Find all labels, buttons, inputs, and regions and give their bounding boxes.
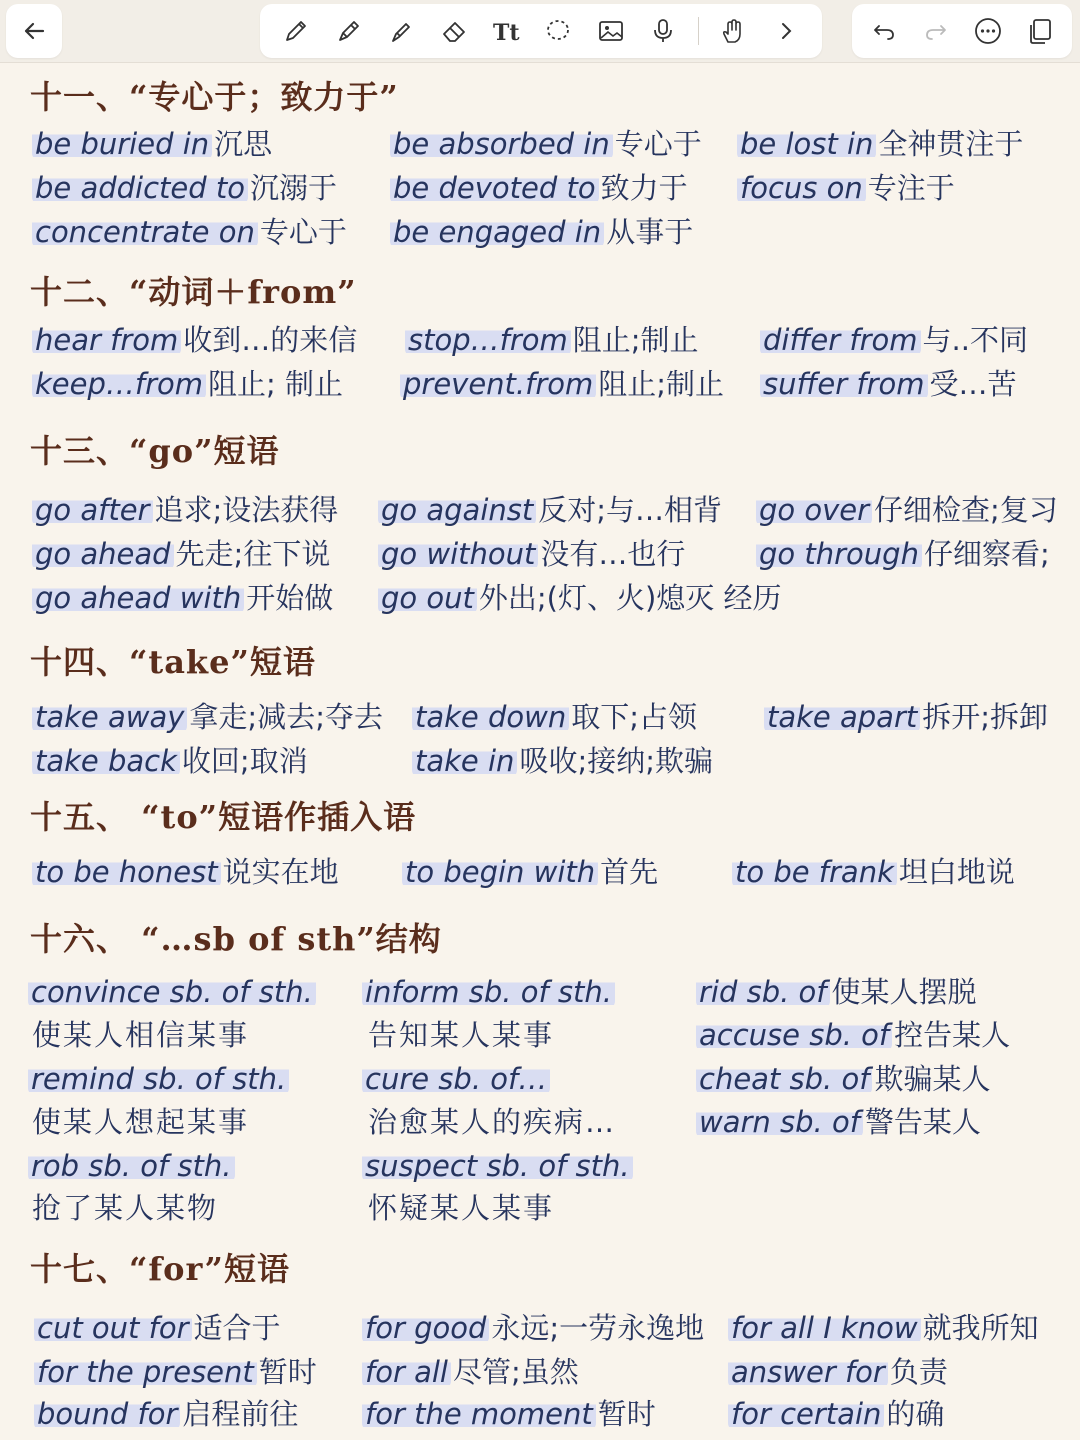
more-tools-button[interactable] bbox=[768, 13, 804, 49]
phrase-item: go over 仔细检查;复习 bbox=[756, 490, 1058, 530]
phrase-item: rid sb. of 使某人摆脱 bbox=[696, 972, 977, 1012]
phrase-item: for good 永远;一劳永逸地 bbox=[362, 1308, 704, 1348]
phrase-item: take down 取下;占领 bbox=[412, 697, 697, 737]
eraser-icon bbox=[439, 16, 469, 46]
tool-palette bbox=[260, 4, 822, 58]
hand-tool-button[interactable] bbox=[715, 13, 751, 49]
marker-tool-button[interactable] bbox=[331, 13, 367, 49]
microphone-tool-button[interactable] bbox=[645, 13, 681, 49]
eraser-tool-button[interactable] bbox=[436, 13, 472, 49]
phrase-row bbox=[0, 1015, 1080, 1055]
phrase-item: rob sb. of sth. bbox=[28, 1146, 237, 1186]
phrase-row bbox=[0, 578, 1080, 618]
action-group bbox=[852, 4, 1072, 58]
image-tool-button[interactable] bbox=[593, 13, 629, 49]
phrase-row bbox=[0, 741, 1080, 781]
phrase-row bbox=[0, 852, 1080, 892]
section-title: 十一、“专心于；致力于” bbox=[30, 78, 399, 116]
phrase-item: suffer from 受…苦 bbox=[760, 364, 1017, 404]
phrase-row bbox=[0, 490, 1080, 530]
phrase-row bbox=[0, 1394, 1080, 1434]
lasso-tool-button[interactable] bbox=[540, 13, 576, 49]
phrase-meaning: 治愈某人的疾病… bbox=[368, 1105, 617, 1139]
phrase-item: remind sb. of sth. bbox=[28, 1059, 291, 1099]
back-button[interactable] bbox=[16, 13, 52, 49]
phrase-item: accuse sb. of 控告某人 bbox=[696, 1015, 1010, 1055]
phrase-row bbox=[0, 534, 1080, 574]
phrase-item: warn sb. of 警告某人 bbox=[696, 1102, 981, 1142]
phrase-row bbox=[0, 1146, 1080, 1186]
pen-icon bbox=[281, 16, 311, 46]
phrase-item: to be honest 说实在地 bbox=[32, 852, 339, 892]
phrase-item: convince sb. of sth. bbox=[28, 972, 318, 1012]
hand-icon bbox=[718, 16, 748, 46]
phrase-item: go ahead 先走;往下说 bbox=[32, 534, 330, 574]
phrase-row bbox=[0, 1102, 1080, 1142]
phrase-item: to begin with 首先 bbox=[402, 852, 658, 892]
note-page[interactable] bbox=[0, 62, 1080, 1440]
image-icon bbox=[596, 16, 626, 46]
phrase-item: for certain 的确 bbox=[728, 1394, 944, 1434]
phrase-row bbox=[0, 697, 1080, 737]
phrase-meaning: 使某人相信某事 bbox=[32, 1018, 250, 1052]
phrase-item: take away 拿走;减去;夺去 bbox=[32, 697, 383, 737]
top-toolbar bbox=[0, 0, 1080, 63]
phrase-item: focus on 专注于 bbox=[737, 168, 955, 208]
phrase-item: cure sb. of… bbox=[362, 1059, 552, 1099]
text-tool-icon bbox=[491, 16, 521, 46]
pages-icon bbox=[1025, 16, 1055, 46]
phrase-item: take in 吸收;接纳;欺骗 bbox=[412, 741, 713, 781]
redo-button[interactable] bbox=[918, 13, 954, 49]
chevron-right-icon bbox=[771, 16, 801, 46]
phrase-row bbox=[0, 1308, 1080, 1348]
phrase-item: be devoted to 致力于 bbox=[390, 168, 688, 208]
more-button[interactable] bbox=[970, 13, 1006, 49]
phrase-row bbox=[0, 168, 1080, 208]
section-title: 十七、“for”短语 bbox=[30, 1250, 290, 1288]
section-title: 十三、“go”短语 bbox=[30, 432, 280, 470]
more-icon bbox=[973, 16, 1003, 46]
phrase-item: inform sb. of sth. bbox=[362, 972, 617, 1012]
phrase-item: cheat sb. of 欺骗某人 bbox=[696, 1059, 990, 1099]
phrase-item: for all 尽管;虽然 bbox=[362, 1352, 579, 1392]
phrase-item: go after 追求;设法获得 bbox=[32, 490, 338, 530]
phrase-item: go ahead with 开始做 bbox=[32, 578, 333, 618]
phrase-item: to be frank 坦白地说 bbox=[732, 852, 1015, 892]
section-title: 十六、 “…sb of sth”结构 bbox=[30, 920, 442, 958]
phrase-item: go without 没有…也行 bbox=[378, 534, 685, 574]
phrase-item: be lost in 全神贯注于 bbox=[737, 124, 1023, 164]
arrow-left-icon bbox=[19, 16, 49, 46]
phrase-meaning: 抢了某人某物 bbox=[32, 1191, 219, 1225]
back-button-container bbox=[6, 4, 62, 58]
phrase-item: go through 仔细察看; bbox=[756, 534, 1050, 574]
phrase-item: concentrate on 专心于 bbox=[32, 212, 347, 252]
phrase-row bbox=[0, 972, 1080, 1012]
section-title: 十五、 “to”短语作插入语 bbox=[30, 798, 417, 836]
phrase-item: for all I know 就我所知 bbox=[728, 1308, 1039, 1348]
phrase-row bbox=[0, 320, 1080, 360]
microphone-icon bbox=[648, 16, 678, 46]
undo-button[interactable] bbox=[866, 13, 902, 49]
phrase-meaning: 怀疑某人某事 bbox=[368, 1191, 555, 1225]
phrase-row bbox=[0, 124, 1080, 164]
svg-text:Tt: Tt bbox=[493, 20, 520, 46]
phrase-item: prevent.from 阻止;制止 bbox=[400, 364, 724, 404]
phrase-row bbox=[0, 1059, 1080, 1099]
phrase-item: go against 反对;与…相背 bbox=[378, 490, 722, 530]
phrase-item: be addicted to 沉溺于 bbox=[32, 168, 337, 208]
phrase-item: keep…from 阻止; 制止 bbox=[32, 364, 343, 404]
phrase-item: take apart 拆开;拆卸 bbox=[764, 697, 1048, 737]
section-title: 十四、“take”短语 bbox=[30, 643, 316, 681]
phrase-meaning: 告知某人某事 bbox=[368, 1018, 555, 1052]
phrase-item: for the moment 暂时 bbox=[362, 1394, 656, 1434]
lasso-icon bbox=[543, 16, 573, 46]
phrase-row bbox=[0, 1352, 1080, 1392]
marker-icon bbox=[334, 16, 364, 46]
phrase-row bbox=[0, 212, 1080, 252]
phrase-item: take back 收回;取消 bbox=[32, 741, 308, 781]
redo-icon bbox=[921, 16, 951, 46]
phrase-row bbox=[0, 364, 1080, 404]
phrase-item: for the present 暂时 bbox=[34, 1352, 317, 1392]
text-tool-button[interactable] bbox=[488, 13, 524, 49]
phrase-item: go out 外出;(灯、火)熄灭 经历 bbox=[378, 578, 782, 618]
toolbar-divider bbox=[698, 17, 699, 45]
undo-icon bbox=[869, 16, 899, 46]
phrase-item: be absorbed in 专心于 bbox=[390, 124, 702, 164]
highlighter-tool-button[interactable] bbox=[383, 13, 419, 49]
pen-tool-button[interactable] bbox=[278, 13, 314, 49]
phrase-meaning: 使某人想起某事 bbox=[32, 1105, 250, 1139]
phrase-item: bound for 启程前往 bbox=[34, 1394, 298, 1434]
phrase-item: answer for 负责 bbox=[728, 1352, 948, 1392]
phrase-item: differ from 与..不同 bbox=[760, 320, 1028, 360]
phrase-item: be buried in 沉思 bbox=[32, 124, 272, 164]
highlighter-icon bbox=[386, 16, 416, 46]
pages-button[interactable] bbox=[1022, 13, 1058, 49]
phrase-item: hear from 收到…的来信 bbox=[32, 320, 357, 360]
phrase-item: stop…from 阻止;制止 bbox=[405, 320, 699, 360]
phrase-item: suspect sb. of sth. bbox=[362, 1146, 635, 1186]
phrase-row bbox=[0, 1188, 1080, 1228]
phrase-item: be engaged in 从事于 bbox=[390, 212, 693, 252]
phrase-item: cut out for 适合于 bbox=[34, 1308, 281, 1348]
section-title: 十二、“动词＋from” bbox=[30, 273, 357, 311]
